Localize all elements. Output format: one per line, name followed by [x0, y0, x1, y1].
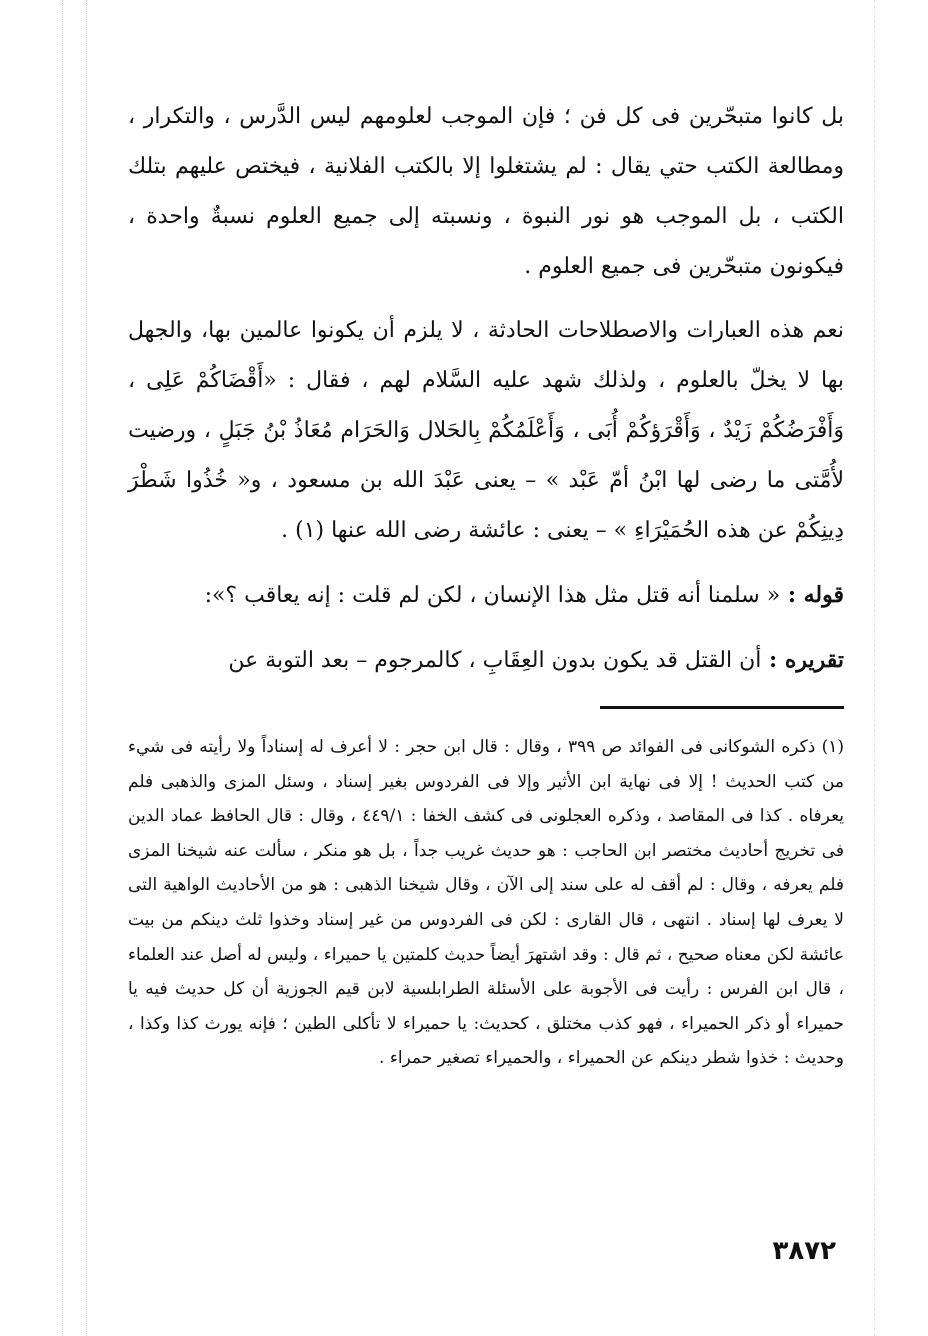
- paragraph-text: بل كانوا متبحّرين فى كل فن ؛ فإن الموجب لعلومهم ليس الدَّرس ، والتكرار ، ومطالعة الكتب حتي يقال : لم يشتغلوا إلا بالكتب الفلانية ، فيختص عليهم بتلك الكتب ، بل الموجب هو نور النبوة ، ونسبته إلى جميع العلوم نسبةٌ واحدة ، فيكونون متبحّرين فى جميع العلوم .: [128, 104, 844, 279]
- paragraph-2: [128, 306, 844, 556]
- paragraph-3: [128, 570, 844, 621]
- paragraph-4: [128, 635, 844, 686]
- page-number: ٣٨٧٢: [772, 1236, 836, 1266]
- footnote-separator: [600, 706, 844, 709]
- scan-artifact-line: [86, 0, 87, 1336]
- paragraph-text: « سلمنا أنه قتل مثل هذا الإنسان ، لكن لم قلت : إنه يعاقب ؟»:: [204, 583, 781, 608]
- main-text: [128, 92, 844, 686]
- footnote-text: (١) ذكره الشوكانى فى الفوائد ص ٣٩٩ ، وقال : قال ابن حجر : لا أعرف له إسناداً ولا رأيته فى شيء من كتب الحديث ! إلا فى نهاية ابن الأثير وإلا فى الفردوس بغير إسناد ، وسئل المزى والذهبى فلم يعرفاه . كذا فى المقاصد ، وذكره العجلونى فى كشف الخفا : ٤٤٩/١ ، وقال : قال الحافظ عماد الدين فى تخريج أحاديث مختصر ابن الحاجب : هو حديث غريب جداً ، بل هو منكر ، سألت عنه شيخنا المزى فلم يعرفه ، وقال : لم أقف له على سند إلى الآن ، وقال شيخنا الذهبى : هو من الأحاديث الواهية التى لا يعرف لها إسناد . انتهى ، قال القارى : لكن فى الفردوس من غير إسناد وخذوا ثلث دينكم من بيت عائشة لكن معناه صحيح ، ثم قال : وقد اشتهرَ أيضاً حديث كلمتين يا حميراء ، وليس له أصل عند العلماء ، قال ابن الفرس : رأيت فى الأجوبة على الأسئلة الطرابلسية لابن قيم الجوزية أن كل حديث فيه يا حميراء أو ذكر الحميراء ، فهو كذب مختلق ، كحديث: يا حميراء لا تأكلى الطين ؛ فإنه يورث كذا وكذا ، وحديث : خذوا شطر دينكم عن الحميراء ، والحميراء تصغير حمراء .: [128, 737, 844, 1069]
- paragraph-lead: قوله :: [780, 582, 844, 608]
- paragraph-1: [128, 92, 844, 292]
- paragraph-text: نعم هذه العبارات والاصطلاحات الحادثة ، لا يلزم أن يكونوا عالمين بها، والجهل بها لا يخلّ بالعلوم ، ولذلك شهد عليه السَّلام لهم ، فقال : «أَقْضَاكُمْ عَلِى ، وَأَفْرَضُكُمْ زَيْدٌ ، وَأَقْرَؤكُمْ أُبَى ، وَأَعْلَمُكُمْ بِالحَلال وَالحَرَام مُعَاذُ بْنُ جَبَلٍ ، ورضيت لأُمَّتى ما رضى لها ابْنُ أمّ عَبْد » – يعنى عَبْدَ الله بن مسعود ، و« خُذُوا شَطْرَ دِينِكُمْ عن هذه الحُمَيْرَاءِ » – يعنى : عائشة رضى الله عنها (١) .: [128, 318, 844, 543]
- scan-artifact-line: [62, 0, 63, 1336]
- paragraph-lead: تقريره :: [761, 647, 844, 673]
- footnote: [128, 730, 844, 1076]
- paragraph-text: أن القتل قد يكون بدون العِقَابِ ، كالمرجوم – بعد التوبة عن: [228, 648, 762, 673]
- scan-artifact-line: [874, 0, 875, 1336]
